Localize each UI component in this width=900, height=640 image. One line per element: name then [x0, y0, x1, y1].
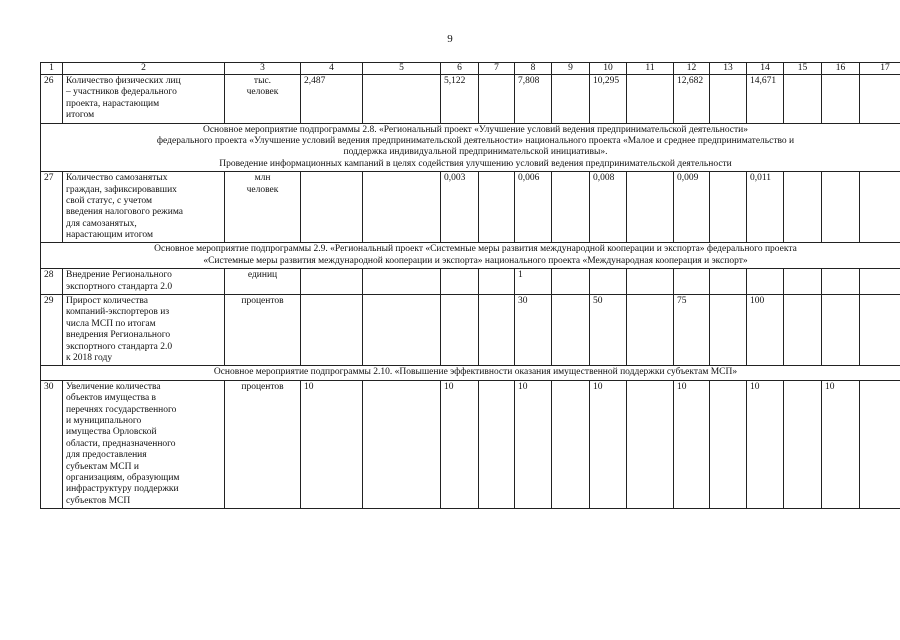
- cell-line: Прирост количества: [66, 296, 148, 307]
- table-row: [41, 269, 900, 295]
- row-number: 26: [41, 75, 63, 124]
- page-number: 9: [447, 33, 453, 45]
- value-cell: [784, 380, 822, 508]
- cell-line: свой статус, с учетом: [66, 195, 152, 206]
- header-cell: 6: [441, 63, 479, 75]
- unit-cell: [225, 380, 301, 508]
- unit-cell: [225, 269, 301, 295]
- section-row: [41, 366, 900, 380]
- header-cell: 11: [627, 63, 674, 75]
- value-cell: 10: [590, 380, 627, 508]
- value-cell: [301, 295, 363, 366]
- indicator-name: [63, 380, 225, 508]
- cell-line: для предоставления: [66, 450, 147, 461]
- cell-line: тыс.: [253, 76, 272, 86]
- cell-line: – участников федерального: [66, 87, 177, 98]
- cell-line: экспортного стандарта 2.0: [66, 281, 173, 292]
- value-cell: [784, 172, 822, 243]
- value-cell: [627, 172, 674, 243]
- cell-line: введения налогового режима: [66, 207, 183, 218]
- value-cell: [552, 269, 590, 295]
- cell-line: поддержка индивидуальной предпринимательской инициативы».: [343, 147, 608, 158]
- value-cell: [363, 75, 441, 124]
- value-cell: [363, 269, 441, 295]
- value-cell: [552, 295, 590, 366]
- value-cell: [479, 269, 515, 295]
- value-cell: [479, 172, 515, 243]
- header-cell: 14: [747, 63, 784, 75]
- header-cell: 2: [63, 63, 225, 75]
- cell-line: процентов: [241, 381, 284, 392]
- cell-line: объектов имущества в: [66, 393, 157, 404]
- header-cell: 9: [552, 63, 590, 75]
- value-cell: 0,006: [515, 172, 552, 243]
- value-cell: [822, 172, 860, 243]
- value-cell: 1: [515, 269, 552, 295]
- value-cell: [710, 75, 747, 124]
- cell-line: экспортного стандарта 2.0: [66, 341, 173, 352]
- value-cell: [747, 269, 784, 295]
- header-cell: 13: [710, 63, 747, 75]
- header-cell: 17: [860, 63, 900, 75]
- cell-line: и муниципального: [66, 415, 142, 426]
- cell-line: субъектов МСП: [66, 495, 131, 506]
- cell-line: числа МСП по итогам: [66, 318, 156, 329]
- value-cell: [710, 380, 747, 508]
- value-cell: 5,122: [441, 75, 479, 124]
- value-cell: [363, 295, 441, 366]
- unit-cell: [225, 75, 301, 124]
- value-cell: [441, 295, 479, 366]
- value-cell: 10: [441, 380, 479, 508]
- value-cell: [441, 269, 479, 295]
- indicators-table: [40, 62, 900, 509]
- value-cell: 14,671: [747, 75, 784, 124]
- cell-line: организациям, образующим: [66, 472, 180, 483]
- section-row: [41, 123, 900, 172]
- value-cell: 0,003: [441, 172, 479, 243]
- header-cell: 3: [225, 63, 301, 75]
- cell-line: Основное мероприятие подпрограммы 2.8. «Региональный проект «Улучшение условий ведения предпринимательской деятельности»: [202, 124, 749, 135]
- value-cell: [860, 269, 900, 295]
- cell-line: Основное мероприятие подпрограммы 2.10. «Повышение эффективности оказания имущественной поддержки субъектам МСП»: [213, 367, 738, 378]
- value-cell: [552, 75, 590, 124]
- header-cell: 10: [590, 63, 627, 75]
- value-cell: 30: [515, 295, 552, 366]
- value-cell: [860, 295, 900, 366]
- value-cell: [860, 75, 900, 124]
- value-cell: [822, 75, 860, 124]
- cell-line: области, предназначенного: [66, 438, 176, 449]
- cell-line: компаний-экспортеров из: [66, 307, 170, 318]
- value-cell: [363, 380, 441, 508]
- value-cell: 10: [747, 380, 784, 508]
- cell-line: перечнях государственного: [66, 404, 177, 415]
- value-cell: [822, 295, 860, 366]
- value-cell: 75: [674, 295, 710, 366]
- header-cell: 7: [479, 63, 515, 75]
- value-cell: 50: [590, 295, 627, 366]
- cell-line: проекта, нарастающим: [66, 98, 160, 109]
- cell-line: граждан, зафиксировавших: [66, 184, 177, 195]
- value-cell: [784, 75, 822, 124]
- value-cell: [363, 172, 441, 243]
- cell-line: млн: [254, 173, 271, 184]
- cell-line: «Системные меры развития международной кооперации и экспорта» национального проекта «Международная кооперация и экспорт»: [203, 255, 748, 266]
- cell-line: единиц: [247, 270, 278, 281]
- value-cell: 7,808: [515, 75, 552, 124]
- value-cell: [627, 295, 674, 366]
- cell-line: процентов: [241, 296, 284, 307]
- value-cell: [860, 172, 900, 243]
- cell-line: для самозанятых,: [66, 218, 137, 229]
- row-number: 28: [41, 269, 63, 295]
- table-row: [41, 75, 900, 124]
- cell-line: итогом: [66, 110, 95, 121]
- table-row: [41, 172, 900, 243]
- value-cell: [710, 269, 747, 295]
- cell-line: федерального проекта «Улучшение условий ведения предпринимательской деятельности» национального проекта «Малое и среднее предпринимательство и: [156, 135, 795, 146]
- indicator-name: [63, 269, 225, 295]
- row-number: 30: [41, 380, 63, 508]
- value-cell: [627, 269, 674, 295]
- cell-line: к 2018 году: [66, 352, 113, 363]
- value-cell: 0,011: [747, 172, 784, 243]
- value-cell: 10: [515, 380, 552, 508]
- cell-line: Количество физических лиц: [66, 76, 181, 86]
- value-cell: 12,682: [674, 75, 710, 124]
- section-cell: [41, 366, 900, 380]
- value-cell: [784, 269, 822, 295]
- section-row: [41, 243, 900, 269]
- value-cell: [301, 172, 363, 243]
- section-cell: [41, 123, 900, 172]
- value-cell: 2,487: [301, 75, 363, 124]
- value-cell: [822, 269, 860, 295]
- value-cell: [710, 172, 747, 243]
- cell-line: Проведение информационных кампаний в целях содействия улучшению условий ведения предпринимательской деятельности: [219, 158, 732, 169]
- value-cell: 100: [747, 295, 784, 366]
- cell-line: субъектам МСП и: [66, 461, 139, 472]
- cell-line: Основное мероприятие подпрограммы 2.9. «Региональный проект «Системные меры развития международной кооперации и экспорта» федерального проекта: [154, 244, 797, 255]
- value-cell: [552, 172, 590, 243]
- value-cell: [479, 380, 515, 508]
- header-cell: 15: [784, 63, 822, 75]
- indicator-name: [63, 295, 225, 366]
- header-cell: 5: [363, 63, 441, 75]
- header-cell: 4: [301, 63, 363, 75]
- section-cell: [41, 243, 900, 269]
- unit-cell: [225, 295, 301, 366]
- cell-line: имущества Орловской: [66, 427, 157, 438]
- row-number: 27: [41, 172, 63, 243]
- cell-line: человек: [246, 87, 279, 98]
- value-cell: 0,008: [590, 172, 627, 243]
- value-cell: [479, 295, 515, 366]
- header-cell: 8: [515, 63, 552, 75]
- value-cell: [552, 380, 590, 508]
- value-cell: 0,009: [674, 172, 710, 243]
- value-cell: [710, 295, 747, 366]
- value-cell: [784, 295, 822, 366]
- value-cell: [860, 380, 900, 508]
- cell-line: человек: [246, 184, 279, 195]
- value-cell: [479, 75, 515, 124]
- indicator-name: [63, 172, 225, 243]
- value-cell: 10,295: [590, 75, 627, 124]
- table-row: [41, 295, 900, 366]
- value-cell: 10: [822, 380, 860, 508]
- cell-line: Внедрение Регионального: [66, 270, 172, 281]
- value-cell: [590, 269, 627, 295]
- cell-line: Увеличение количества: [66, 381, 161, 392]
- value-cell: 10: [301, 380, 363, 508]
- value-cell: [674, 269, 710, 295]
- value-cell: [627, 380, 674, 508]
- value-cell: [301, 269, 363, 295]
- unit-cell: [225, 172, 301, 243]
- row-number: 29: [41, 295, 63, 366]
- header-row: [41, 63, 900, 75]
- value-cell: [627, 75, 674, 124]
- indicator-name: [63, 75, 225, 124]
- header-cell: 12: [674, 63, 710, 75]
- header-cell: 16: [822, 63, 860, 75]
- header-cell: 1: [41, 63, 63, 75]
- cell-line: Количество самозанятых: [66, 173, 168, 184]
- cell-line: нарастающим итогом: [66, 230, 153, 241]
- value-cell: 10: [674, 380, 710, 508]
- cell-line: инфраструктуру поддержки: [66, 484, 179, 495]
- table-row: [41, 380, 900, 508]
- cell-line: внедрения Регионального: [66, 330, 171, 341]
